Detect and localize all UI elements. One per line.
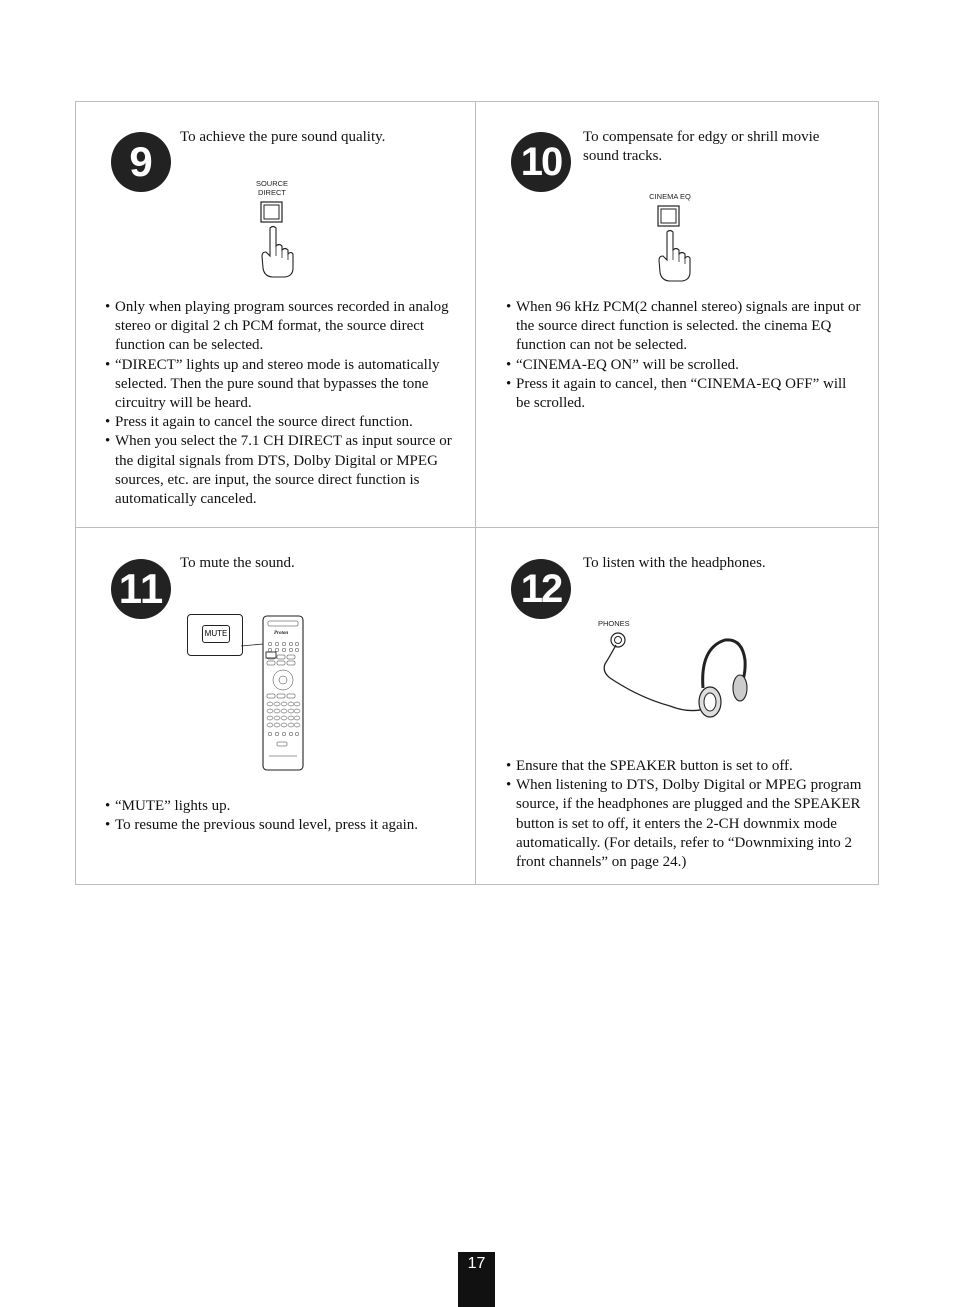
note-item: • When listening to DTS, Dolby Digital or MPEG program source, if the headphones are plugged and the SPEAKER button is set to off, it enters the 2-CH downmix mode automatically. (For details, refer to “Downmixing into 2 front channels” on page 24.)	[506, 776, 866, 872]
section-intro: To achieve the pure sound quality.	[180, 129, 386, 145]
section-intro: To listen with the headphones.	[583, 555, 766, 571]
page-number: 17	[458, 1252, 495, 1307]
mute-callout	[187, 614, 243, 656]
section-intro: To mute the sound.	[180, 555, 295, 571]
step-number-badge: 12	[511, 559, 571, 619]
note-item: • Only when playing program sources recorded in analog stereo or digital 2 ch PCM format, the source direct function can be selected.	[105, 298, 461, 356]
note-item: • To resume the previous sound level, press it again.	[105, 816, 461, 835]
section-12	[476, 528, 878, 884]
note-item: • “MUTE” lights up.	[105, 797, 461, 816]
phones-jack-label: PHONES	[598, 619, 630, 628]
section-10	[476, 102, 878, 527]
note-item: • When 96 kHz PCM(2 channel stereo) signals are input or the source direct function is selected. the cinema EQ function can not be selected.	[506, 298, 864, 356]
step-number-badge: 9	[111, 132, 171, 192]
section-12-notes	[506, 757, 866, 872]
cinema-eq-label: CINEMA EQ	[649, 192, 691, 201]
note-item: • “DIRECT” lights up and stereo mode is automatically selected. Then the pure sound that bypasses the tone circuitry will be heard.	[105, 356, 461, 414]
note-item: • Press it again to cancel the source direct function.	[105, 413, 461, 432]
mute-button: MUTE	[202, 625, 230, 643]
source-direct-label: SOURCE DIRECT	[255, 179, 289, 197]
section-11-notes	[105, 797, 461, 835]
note-item: • When you select the 7.1 CH DIRECT as input source or the digital signals from DTS, Dolby Digital or MPEG sources, etc. are input, the source direct function is automatically canceled.	[105, 432, 461, 509]
section-10-notes	[506, 298, 864, 413]
section-intro: To compensate for edgy or shrill movie sound tracks.	[583, 129, 820, 164]
section-9	[76, 102, 475, 527]
instruction-grid	[75, 101, 879, 885]
source-direct-button-press-icon	[252, 198, 302, 278]
cinema-eq-button-press-icon	[649, 202, 699, 282]
step-number-badge: 10	[511, 132, 571, 192]
section-11	[76, 528, 475, 884]
headphones-icon	[600, 628, 750, 723]
note-item: • Press it again to cancel, then “CINEMA-EQ OFF” will be scrolled.	[506, 375, 864, 413]
remote-control-icon	[241, 614, 307, 774]
note-item: • Ensure that the SPEAKER button is set to off.	[506, 757, 866, 776]
section-9-notes	[105, 298, 461, 509]
note-item: • “CINEMA-EQ ON” will be scrolled.	[506, 356, 864, 375]
remote-brand-logo: Proton	[274, 631, 289, 636]
step-number-badge: 11	[111, 559, 171, 619]
